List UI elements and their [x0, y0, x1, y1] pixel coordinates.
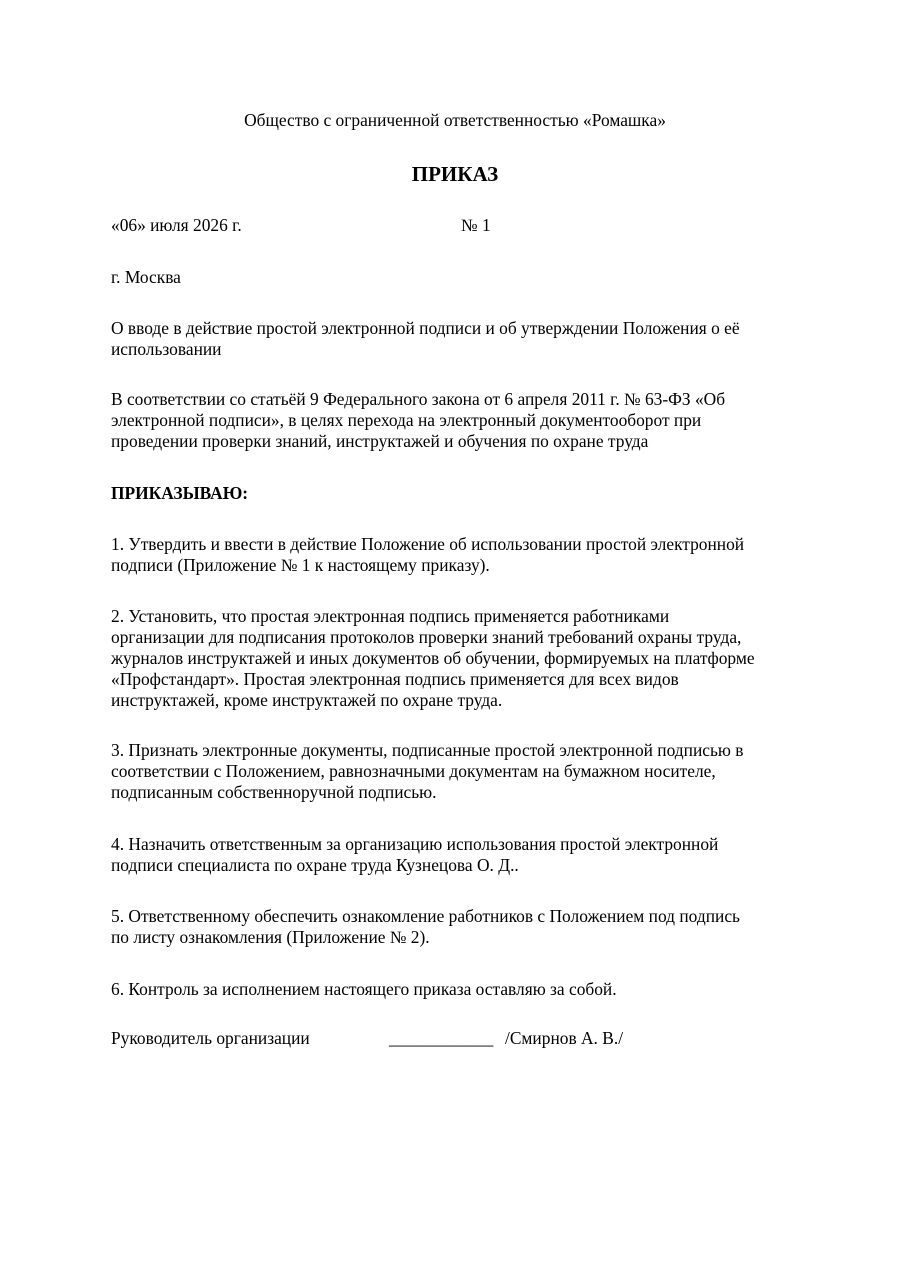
signature-role: Руководитель организации	[111, 1028, 310, 1048]
order-number: № 1	[461, 215, 491, 235]
organization-name: Общество с ограниченной ответственностью «Ромашка»	[244, 110, 666, 130]
item-line: «Профстандарт». Простая электронная подпись применяется для всех видов	[111, 669, 679, 689]
item-line: подписанным собственноручной подписью.	[111, 782, 437, 802]
order-keyword: ПРИКАЗЫВАЮ:	[111, 483, 249, 503]
item-line: подписи специалиста по охране труда Кузнецова О. Д..	[111, 855, 519, 875]
basis-line: проведении проверки знаний, инструктажей и обучения по охране труда	[111, 431, 649, 451]
basis-line: электронной подписи», в целях перехода на электронный документооборот при	[111, 410, 702, 430]
order-city: г. Москва	[111, 267, 181, 287]
item-line: 3. Признать электронные документы, подписанные простой электронной подписью в	[111, 740, 744, 760]
basis-line: В соответствии со статьёй 9 Федерального закона от 6 апреля 2011 г. № 63-ФЗ «Об	[111, 389, 726, 409]
item-line: организации для подписания протоколов проверки знаний требований охраны труда,	[111, 627, 742, 647]
subject-line: использовании	[111, 339, 222, 359]
order-date: «06» июля 2026 г.	[111, 215, 242, 235]
order-item-4	[111, 834, 811, 876]
item-line: 4. Назначить ответственным за организацию использования простой электронной	[111, 834, 719, 854]
order-item-1	[111, 534, 811, 576]
signature-name: /Смирнов А. В./	[505, 1028, 624, 1048]
order-item-3	[111, 740, 811, 803]
order-item-6	[111, 979, 811, 1000]
order-item-2	[111, 606, 811, 711]
order-basis	[111, 389, 811, 452]
item-line: по листу ознакомления (Приложение № 2).	[111, 927, 430, 947]
item-line: 6. Контроль за исполнением настоящего приказа оставляю за собой.	[111, 979, 617, 999]
item-line: подписи (Приложение № 1 к настоящему приказу).	[111, 555, 490, 575]
order-item-5	[111, 906, 811, 948]
item-line: 5. Ответственному обеспечить ознакомление работников с Положением под подпись	[111, 906, 740, 926]
subject-line: О вводе в действие простой электронной подписи и об утверждении Положения о её	[111, 318, 740, 338]
document-title: ПРИКАЗ	[411, 162, 499, 186]
item-line: инструктажей, кроме инструктажей по охране труда.	[111, 690, 503, 710]
signature-line: ____________	[389, 1028, 494, 1048]
item-line: журналов инструктажей и иных документов об обучении, формируемых на платформе	[111, 648, 755, 668]
item-line: 2. Установить, что простая электронная подпись применяется работниками	[111, 606, 670, 626]
item-line: соответствии с Положением, равнозначными документам на бумажном носителе,	[111, 761, 716, 781]
item-line: 1. Утвердить и ввести в действие Положение об использовании простой электронной	[111, 534, 745, 554]
order-subject	[111, 318, 811, 360]
